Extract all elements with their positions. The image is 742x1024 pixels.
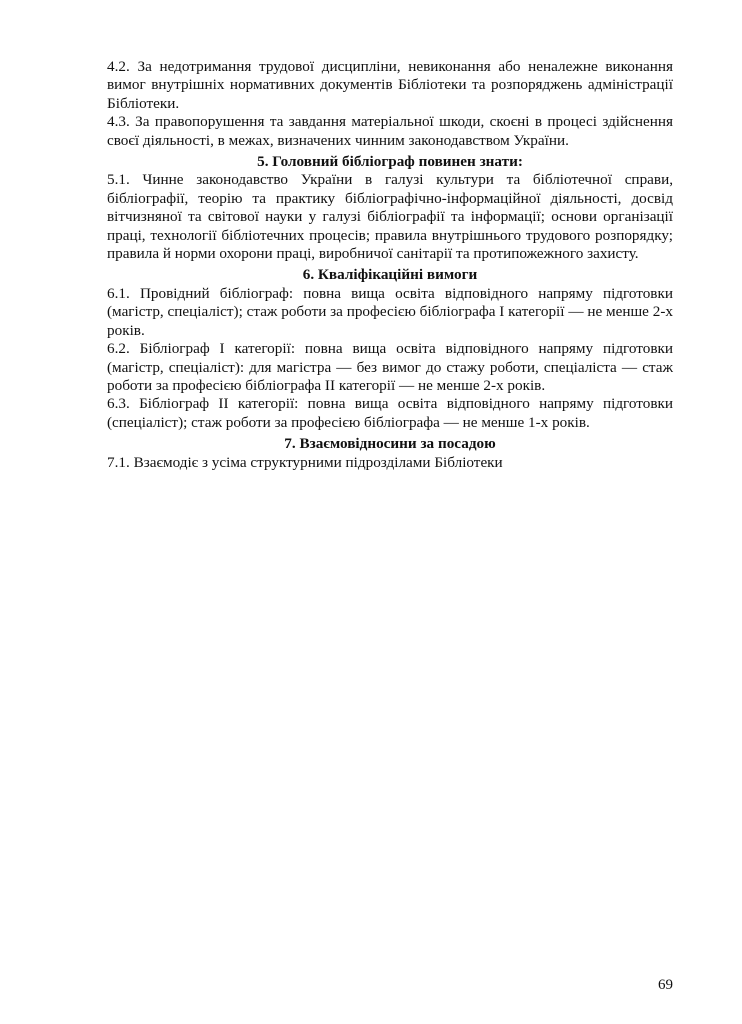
page-number: 69 xyxy=(658,977,673,993)
paragraph-6-3: 6.3. Бібліограф II категорії: повна вища освіта відповідного напряму підготовки (спеціаліст); стаж роботи за професією бібліографа — не менше 1-х років. xyxy=(107,395,673,431)
paragraph-4-3: 4.3. За правопорушення та завдання матеріальної шкоди, скоєні в процесі здійснення своєї діяльності, в межах, визначених чинним законодавством України. xyxy=(107,113,673,149)
section-7-heading: 7. Взаємовідносини за посадою xyxy=(284,435,496,453)
paragraph-5-1: 5.1. Чинне законодавство України в галузі культури та бібліотечної справи, бібліографії, теорію та практику бібліографічно-інформаційної діяльності, досвід вітчизняної та світової науки у галузі бібліографії та інформації; основи організації праці, технології бібліотечних процесів; правила внутрішнього трудового розпорядку; правила й норми охорони праці, виробничої санітарії та протипожежного захисту. xyxy=(107,171,673,263)
section-5-heading: 5. Головний бібліограф повинен знати: xyxy=(257,153,523,171)
paragraph-6-1: 6.1. Провідний бібліограф: повна вища освіта відповідного напряму підготовки (магістр, спеціаліст); стаж роботи за професією бібліографа I категорії — не менше 2-х років. xyxy=(107,284,673,339)
section-6-heading: 6. Кваліфікаційні вимоги xyxy=(302,266,478,284)
document-page xyxy=(107,58,673,472)
paragraph-7-1: 7.1. Взаємодіє з усіма структурними підрозділами Бібліотеки xyxy=(107,453,503,471)
paragraph-6-2: 6.2. Бібліограф I категорії: повна вища освіта відповідного напряму підготовки (магістр, спеціаліст): для магістра — без вимог до стажу роботи, спеціаліста — стаж роботи за професією бібліографа II категорії — не менше 2-х років. xyxy=(107,340,673,394)
paragraph-4-2: 4.2. За недотримання трудової дисципліни, невиконання або неналежне виконання вимог внутрішніх нормативних документів Бібліотеки та розпоряджень адміністрації Бібліотеки. xyxy=(107,58,673,112)
